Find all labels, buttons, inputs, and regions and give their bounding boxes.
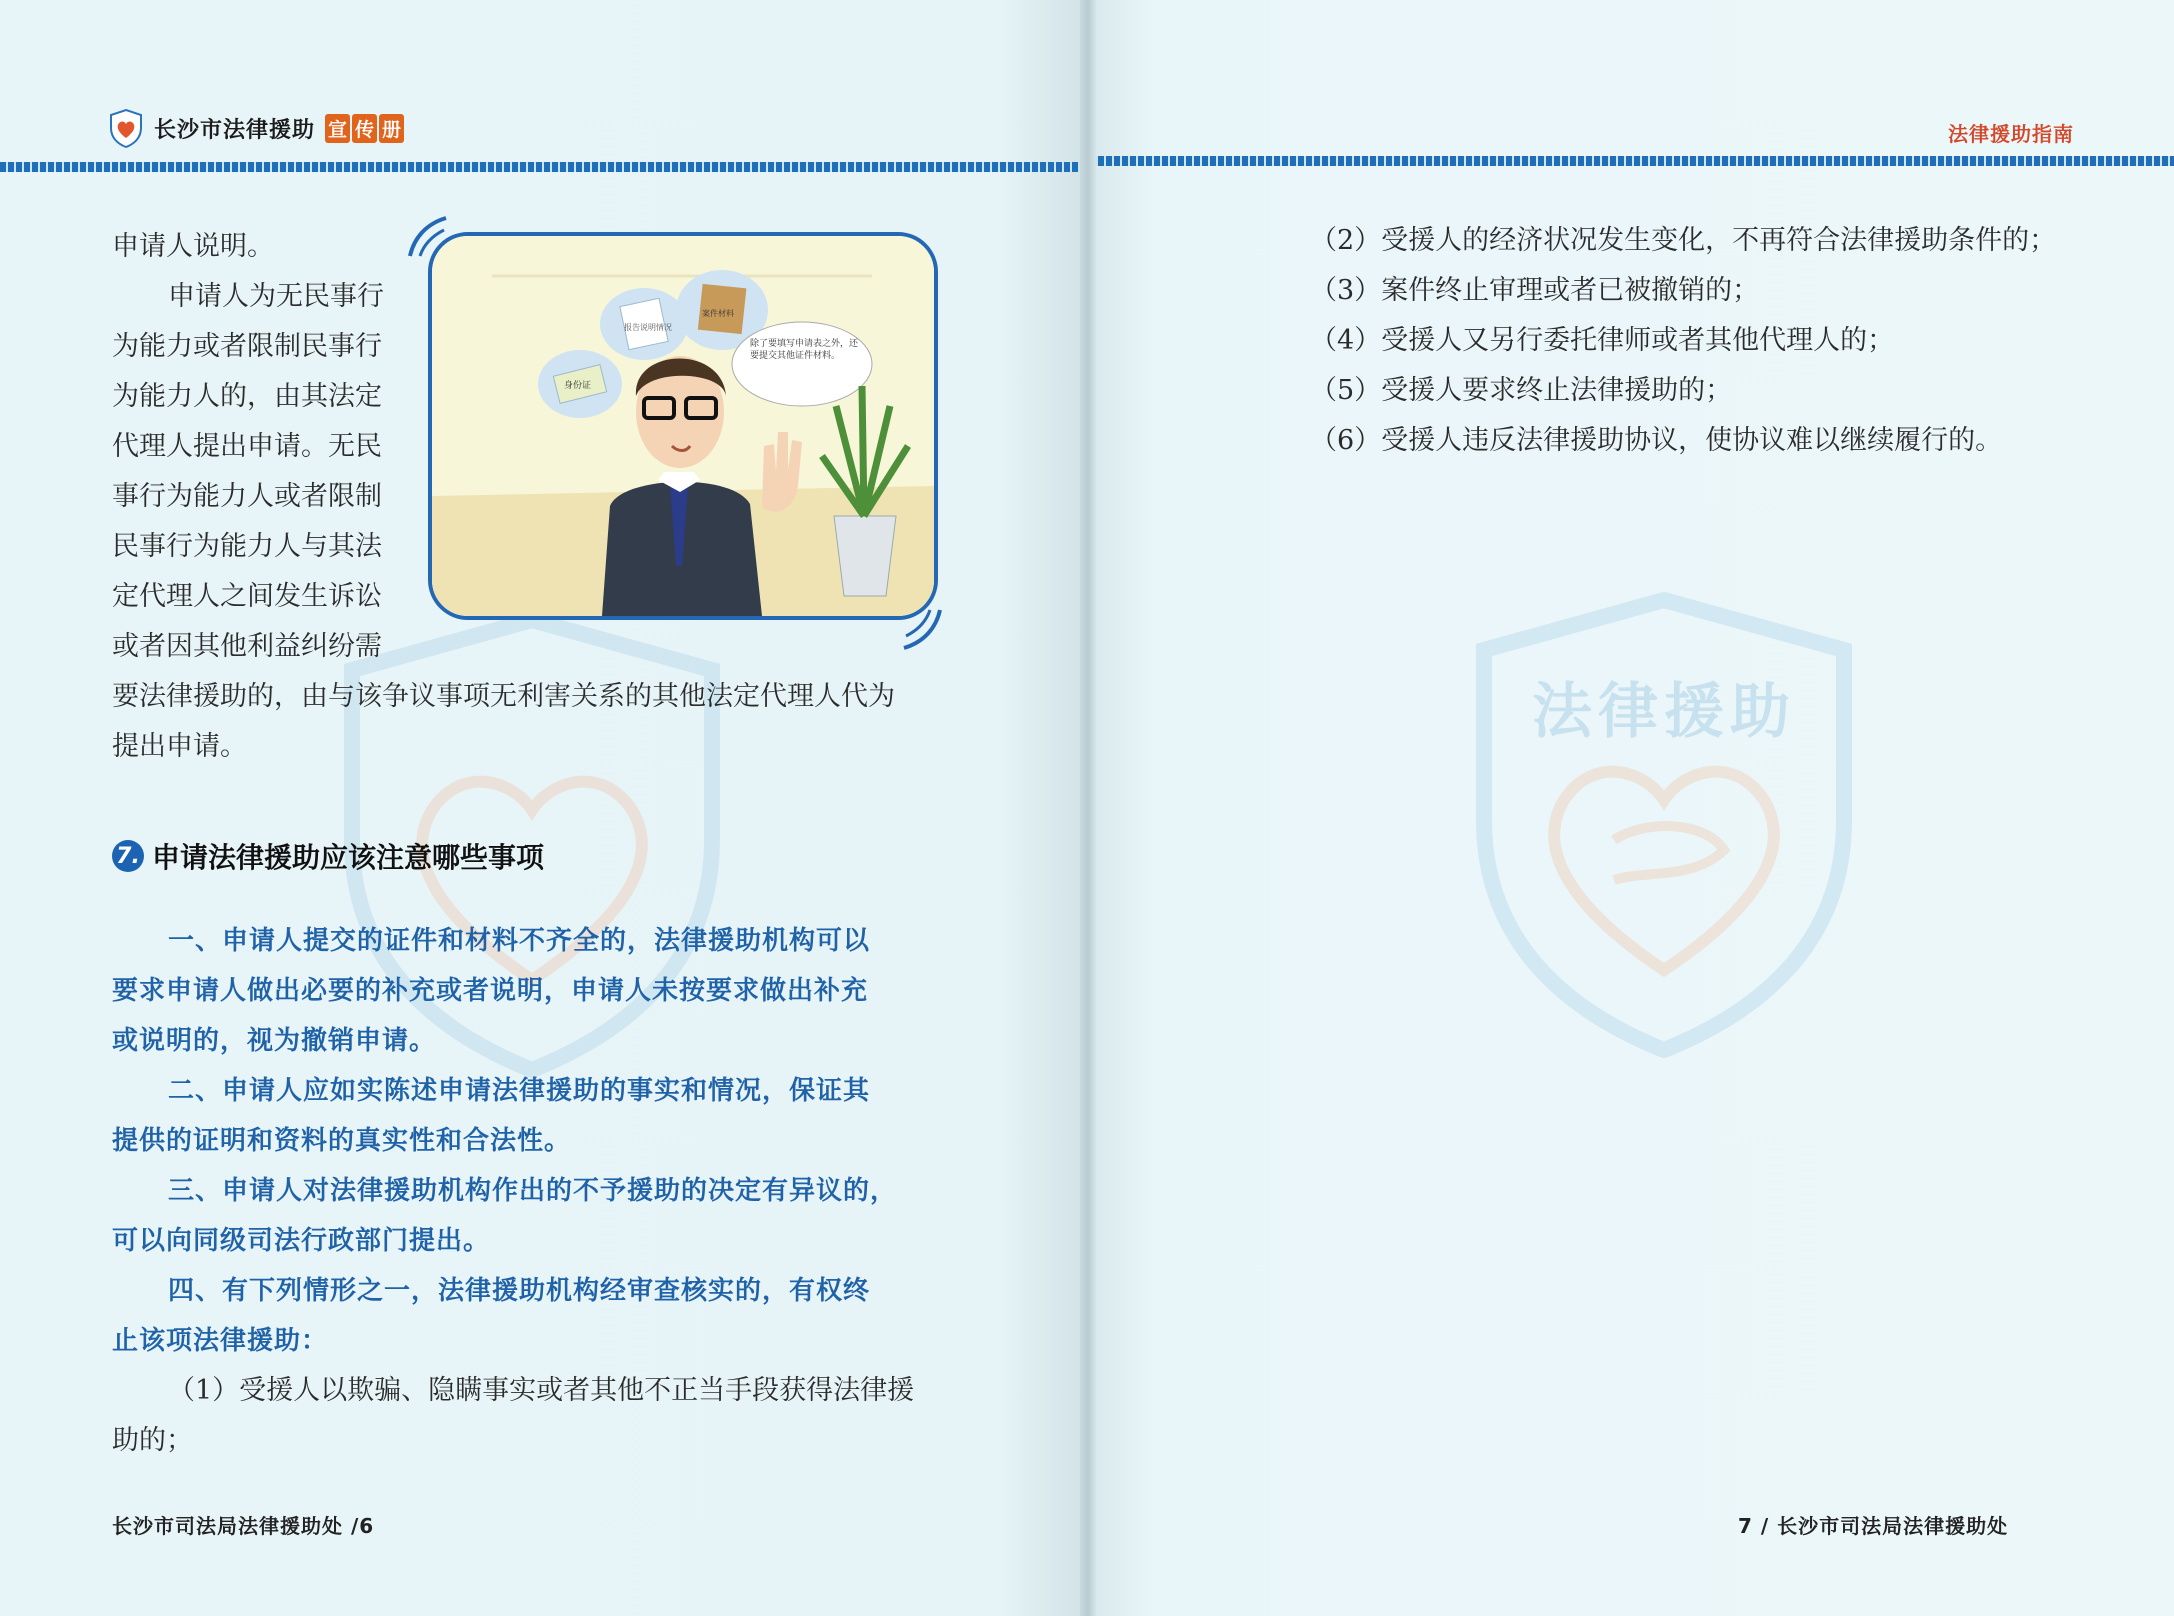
text-line: 二、申请人应如实陈述申请法律援助的事实和情况，保证其 (168, 1076, 871, 1106)
text-line: 或说明的，视为撤销申请。 (112, 1026, 437, 1056)
text-line: 要求申请人做出必要的补充或者说明，申请人未按要求做出补充 (112, 976, 869, 1006)
text-line: 助的； (112, 1425, 193, 1456)
text-line: 为能力人的，由其法定 (112, 381, 382, 412)
text-line: （1）受援人以欺骗、隐瞒事实或者其他不正当手段获得法律援 (168, 1375, 915, 1406)
termination-item: （2）受援人的经济状况发生变化，不再符合法律援助条件的； (1310, 225, 2057, 256)
text-line: 提供的证明和资料的真实性和合法性。 (112, 1126, 572, 1156)
text-line: 止该项法律援助： (112, 1326, 329, 1356)
watermark-text: 法律援助 (1532, 677, 1796, 747)
termination-item: （4）受援人又另行委托律师或者其他代理人的； (1310, 325, 1895, 356)
intro-wide-block (112, 672, 942, 772)
termination-item: （5）受援人要求终止法律援助的； (1310, 375, 1733, 406)
point-block (112, 1066, 942, 1166)
tag-char: 宣 (325, 114, 350, 143)
text-line: 一、申请人提交的证件和材料不齐全的，法律援助机构可以 (168, 926, 871, 956)
text-line: 为能力或者限制民事行 (112, 331, 382, 362)
intro-narrow-block (112, 272, 402, 672)
left-page (0, 0, 1085, 1616)
booklet-title: 长沙市法律援助 (154, 117, 316, 143)
point-block (112, 1266, 942, 1366)
header-divider (0, 162, 1085, 172)
intro-first-line: 申请人说明。 (112, 231, 274, 262)
tag-char: 传 (352, 114, 377, 143)
termination-item-1 (112, 1366, 942, 1466)
text-line: 提出申请。 (112, 731, 247, 762)
text-line: 可以向同级司法行政部门提出。 (112, 1226, 491, 1256)
lawyer-illustration (432, 236, 934, 616)
tag-char: 册 (379, 114, 404, 143)
text-line: 定代理人之间发生诉讼 (112, 581, 382, 612)
termination-item: （3）案件终止审理或者已被撤销的； (1310, 275, 1760, 306)
section-title: 法律援助指南 (1948, 122, 2074, 146)
termination-item: （6）受援人违反法律援助协议，使协议难以继续履行的。 (1310, 425, 2003, 456)
question-number-badge: 7. (112, 840, 144, 872)
booklet-tag (325, 114, 404, 143)
book-spine (1080, 0, 1096, 1616)
text-line: 四、有下列情形之一，法律援助机构经审查核实的，有权终 (168, 1276, 871, 1306)
page-footer: 7 / 长沙市司法局法律援助处 (1738, 1514, 2009, 1538)
left-header (108, 108, 404, 148)
page-footer: 长沙市司法局法律援助处 /6 (112, 1514, 375, 1538)
illustration-panel (428, 232, 938, 620)
text-line: 民事行为能力人与其法 (112, 531, 382, 562)
text-line: 要法律援助的，由与该争议事项无利害关系的其他法定代理人代为 (112, 681, 895, 712)
shield-logo-icon (108, 108, 144, 148)
speech-text: 除了要填写申请表之外，还要提交其他证件材料。 (750, 339, 859, 361)
text-line: 事行为能力人或者限制 (112, 481, 382, 512)
text-line: 申请人为无民事行 (168, 281, 384, 312)
point-block (112, 916, 942, 1066)
bubble-text: 身份证 (564, 381, 592, 391)
text-line: 代理人提出申请。无民 (112, 431, 382, 462)
text-line: 三、申请人对法律援助机构作出的不予援助的决定有异议的， (168, 1176, 898, 1206)
question-title: 申请法律援助应该注意哪些事项 (152, 841, 545, 874)
text-line: 或者因其他利益纠纷需 (112, 631, 382, 662)
question-heading (112, 836, 544, 876)
shield-watermark-icon (1464, 580, 1864, 1060)
bubble-text: 报告说明情况 (624, 323, 672, 332)
point-block (112, 1166, 942, 1266)
header-divider (1090, 156, 2174, 166)
bubble-text: 案件材料 (702, 309, 734, 318)
